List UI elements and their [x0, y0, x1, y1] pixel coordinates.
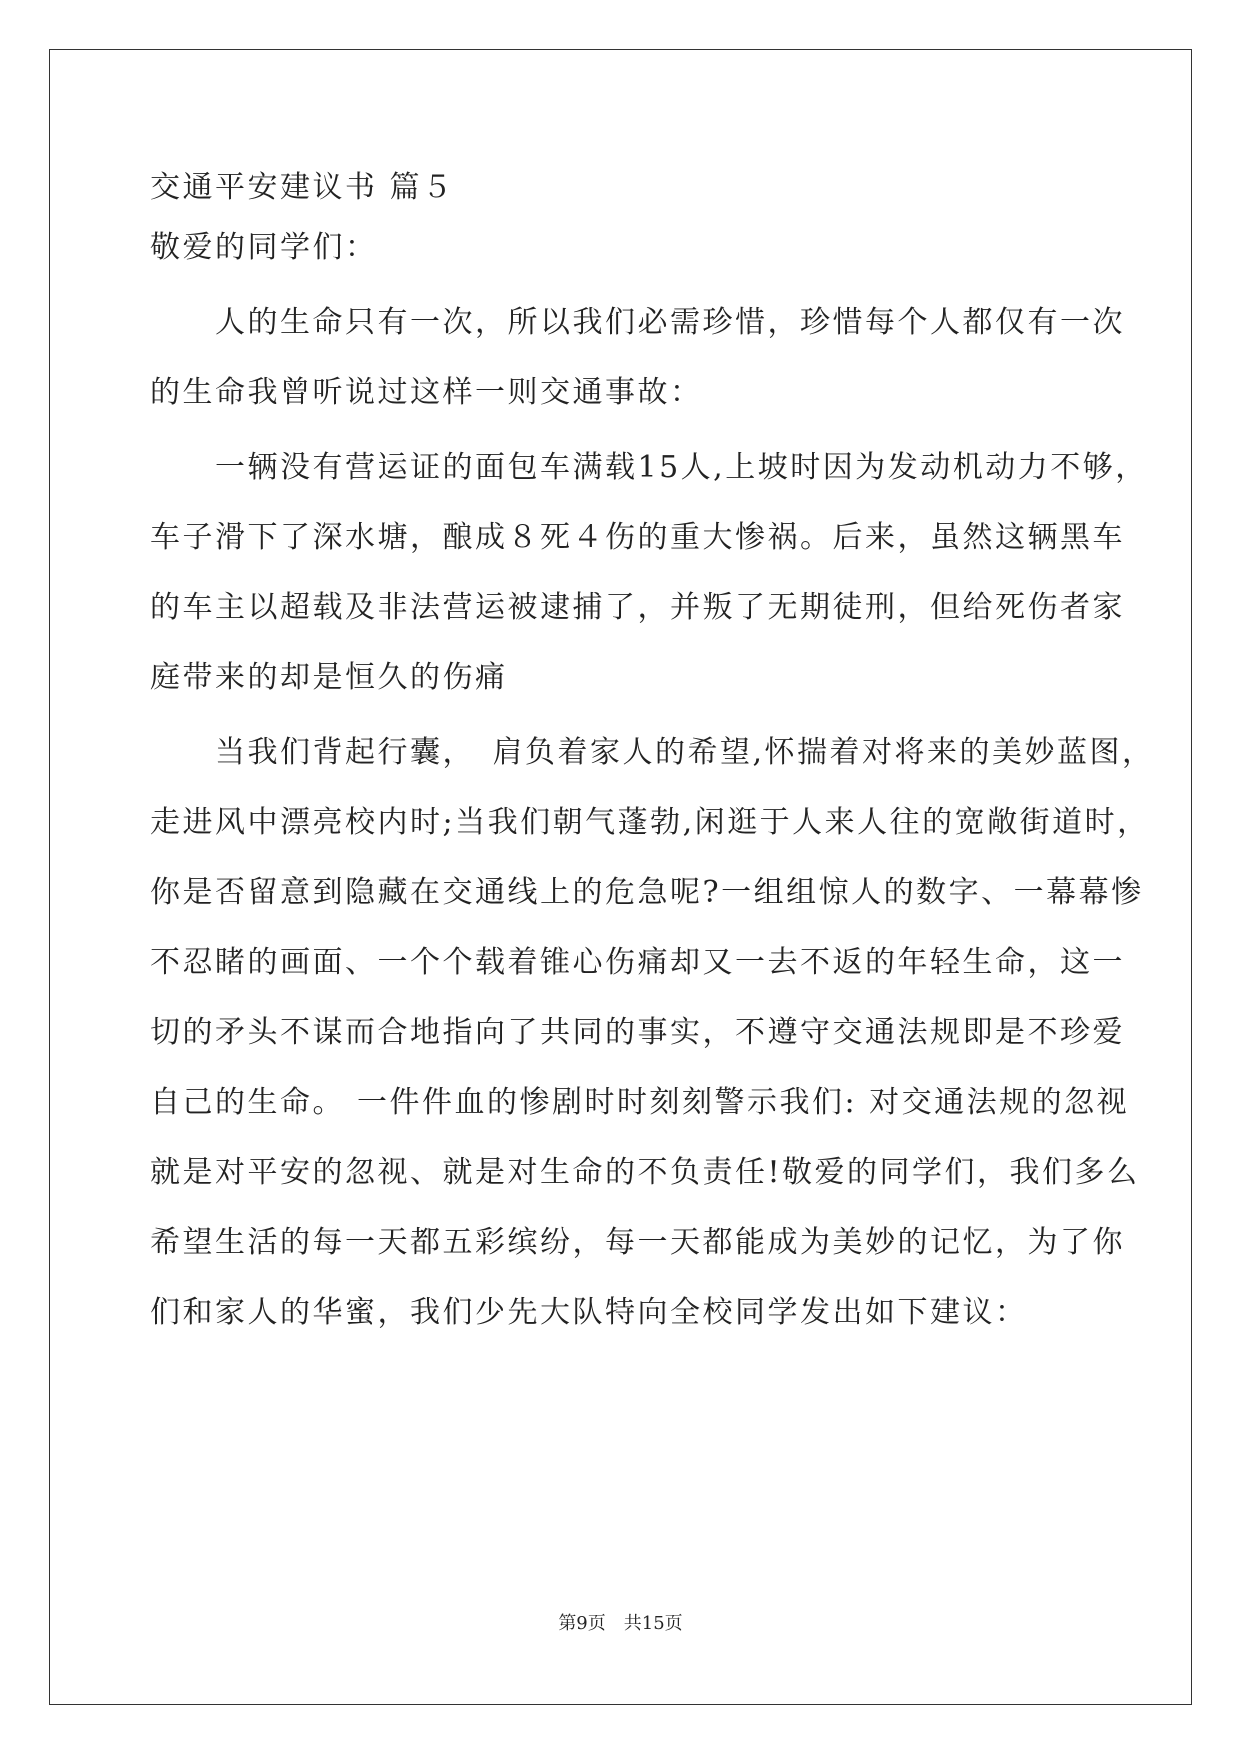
greeting-line: 敬爱的同学们： — [150, 230, 378, 265]
text-line: 车子滑下了深水塘，酿成８死４伤的重大惨祸。后来，虽然这辆黑车 — [150, 520, 1125, 555]
text-line: 的生命我曾听说过这样一则交通事故： — [150, 375, 703, 410]
text-line: 庭带来的却是恒久的伤痛 — [150, 660, 508, 695]
text-line: 的车主以超载及非法营运被逮捕了，并叛了无期徒刑，但给死伤者家 — [150, 590, 1125, 625]
page-number: 第9页 共15页 — [558, 1613, 683, 1634]
text-line: 当我们背起行囊， 肩负着家人的希望,怀揣着对将来的美妙蓝图， — [150, 735, 1155, 770]
text-line: 走进风中漂亮校内时;当我们朝气蓬勃,闲逛于人来人往的宽敞街道时， — [150, 805, 1150, 840]
text-line: 你是否留意到隐藏在交通线上的危急呢?一组组惊人的数字、一幕幕惨 — [150, 875, 1144, 910]
text-line: 希望生活的每一天都五彩缤纷，每一天都能成为美妙的记忆，为了你 — [150, 1225, 1125, 1260]
text-line: 切的矛头不谋而合地指向了共同的事实，不遵守交通法规即是不珍爱 — [150, 1015, 1125, 1050]
text-line: 一辆没有营运证的面包车满载15人,上坡时因为发动机动力不够， — [150, 450, 1148, 485]
text-line: 们和家人的华蜜，我们少先大队特向全校同学发出如下建议： — [150, 1295, 1028, 1330]
text-line: 自己的生命。 一件件血的惨剧时时刻刻警示我们: 对交通法规的忽视 — [150, 1085, 1130, 1120]
document-title: 交通平安建议书 篇５ — [150, 170, 455, 205]
text-line: 就是对平安的忽视、就是对生命的不负责任!敬爱的同学们，我们多么 — [150, 1155, 1140, 1190]
text-line: 人的生命只有一次，所以我们必需珍惜，珍惜每个人都仅有一次 — [150, 305, 1125, 340]
text-line: 不忍睹的画面、一个个载着锥心伤痛却又一去不返的年轻生命，这一 — [150, 945, 1125, 980]
